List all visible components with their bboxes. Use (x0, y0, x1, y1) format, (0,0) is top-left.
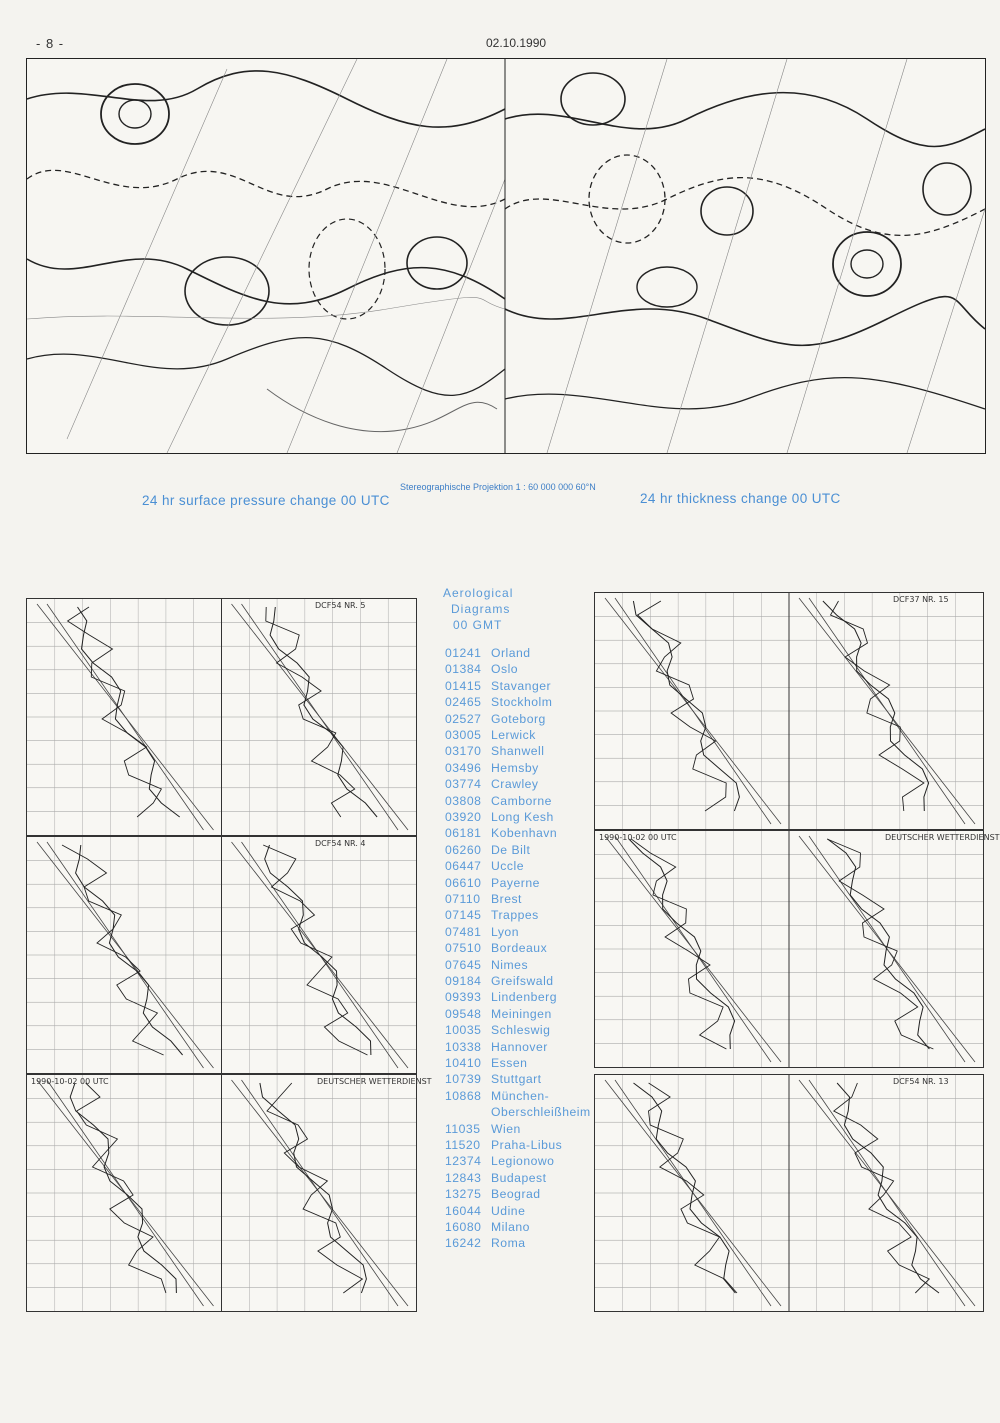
projection-caption: Stereographische Projektion 1 : 60 000 000 60°N (400, 482, 596, 492)
station-name: Stavanger (491, 678, 552, 693)
station-name: Oberschleißheim (491, 1105, 591, 1120)
left-map-title: 24 hr surface pressure change 00 UTC (142, 493, 390, 508)
station-item (445, 908, 539, 922)
station-name: Payerne (491, 875, 540, 890)
station-code: 13275 (445, 1187, 482, 1202)
station-name: Stuttgart (491, 1072, 542, 1087)
diagram-header: DCF54 NR. 4 (315, 839, 366, 848)
station-name: Camborne (491, 793, 552, 808)
station-code: 07510 (445, 941, 482, 956)
station-code: 10868 (445, 1088, 482, 1103)
station-name: Nimes (491, 957, 529, 972)
station-item (445, 1056, 527, 1070)
station-name: Goteborg (491, 711, 546, 726)
station-name: Stockholm (491, 695, 553, 710)
right-map-title: 24 hr thickness change 00 UTC (640, 491, 841, 506)
page-date: 02.10.1990 (486, 36, 547, 50)
station-name: Legionowo (491, 1154, 555, 1169)
station-name: Praha-Libus (491, 1138, 563, 1152)
station-item (445, 1154, 554, 1168)
station-item (445, 958, 528, 972)
station-item (445, 1236, 526, 1250)
station-code: 07145 (445, 908, 482, 923)
station-name: Lindenberg (491, 990, 557, 1005)
aerological-diagram-right-2 (594, 830, 1000, 1068)
station-name: Hannover (491, 1039, 548, 1054)
station-item (445, 810, 554, 824)
station-code: 02527 (445, 711, 482, 726)
station-code: 11035 (445, 1121, 481, 1136)
station-code: 07481 (445, 924, 482, 939)
station-code: 10410 (445, 1056, 482, 1070)
station-item (445, 859, 524, 873)
station-name: Meiningen (491, 1006, 552, 1021)
station-item (445, 794, 552, 808)
station-item (445, 646, 531, 660)
station-code: 07645 (445, 957, 482, 972)
station-name: Long Kesh (491, 810, 554, 824)
station-code: 12374 (445, 1154, 482, 1169)
station-item (445, 925, 519, 939)
station-item (445, 1040, 548, 1054)
station-item (445, 974, 554, 988)
diagram-header: DCF54 NR. 13 (893, 1077, 949, 1086)
station-item (445, 1023, 550, 1037)
station-name: Crawley (491, 777, 539, 792)
station-item (445, 1072, 542, 1086)
station-list-subtitle: Diagrams (451, 602, 511, 616)
aerological-diagram-right-1 (594, 592, 984, 830)
station-name: Budapest (491, 1170, 547, 1185)
station-name: Lerwick (491, 728, 536, 742)
diagram-header: DCF54 NR. 5 (315, 601, 366, 610)
station-name: Essen (491, 1056, 528, 1070)
station-code: 01415 (445, 678, 482, 693)
station-item (445, 761, 539, 775)
station-item (445, 941, 547, 955)
station-item (445, 777, 539, 791)
diagram-footer: DEUTSCHER WETTERDIENST (885, 833, 1000, 842)
aerological-diagram-left-3 (26, 1074, 432, 1312)
station-code: 12843 (445, 1170, 482, 1185)
station-name: Uccle (491, 859, 524, 874)
station-code: 06181 (445, 826, 482, 841)
page-number: - 8 - (36, 36, 65, 51)
station-item (445, 662, 518, 676)
station-item (445, 1187, 541, 1201)
station-code: 01241 (445, 646, 482, 660)
station-item (445, 1138, 562, 1152)
station-name: Oslo (491, 662, 519, 677)
station-code: 01384 (445, 662, 482, 677)
station-code: 06447 (445, 859, 482, 874)
station-item (445, 892, 522, 906)
station-code: 03920 (445, 810, 482, 824)
station-code: 02465 (445, 695, 482, 710)
station-code: 11520 (445, 1138, 481, 1152)
station-code: 09393 (445, 990, 482, 1005)
station-code: 16044 (445, 1203, 482, 1218)
station-code: 10739 (445, 1072, 482, 1087)
aerological-diagram-right-3 (594, 1074, 984, 1312)
station-item (445, 728, 536, 742)
station-code: 06260 (445, 842, 482, 857)
station-code: 03496 (445, 760, 482, 775)
station-name: Lyon (491, 924, 519, 939)
diagram-header: 1990-10-02 00 UTC (599, 833, 677, 842)
station-item (445, 1089, 549, 1103)
station-code: 03808 (445, 793, 482, 808)
station-item (445, 1171, 547, 1185)
station-item (445, 990, 557, 1004)
station-item (445, 695, 552, 709)
station-name: Trappes (491, 908, 539, 923)
station-item (445, 1220, 530, 1234)
weather-map-panel (26, 58, 986, 454)
station-name: Brest (491, 892, 522, 906)
station-item (445, 843, 530, 857)
station-code: 09184 (445, 974, 482, 988)
station-name: Wien (491, 1121, 521, 1136)
station-item (445, 712, 546, 726)
station-item (445, 744, 544, 758)
station-name: Kobenhavn (491, 826, 558, 841)
station-list-time: 00 GMT (453, 618, 503, 632)
station-item (445, 1204, 525, 1218)
station-code: 16242 (445, 1236, 482, 1251)
station-item (445, 826, 557, 840)
station-name: Hemsby (491, 760, 539, 775)
station-item (445, 1122, 521, 1136)
station-name: Roma (491, 1236, 526, 1251)
station-code: 16080 (445, 1220, 482, 1234)
station-name: Beograd (491, 1187, 541, 1202)
diagram-footer: DEUTSCHER WETTERDIENST (317, 1077, 432, 1086)
station-item (445, 1105, 591, 1119)
station-code: 03005 (445, 728, 482, 742)
station-name: Udine (491, 1203, 526, 1218)
diagram-header: 1990-10-02 00 UTC (31, 1077, 109, 1086)
aerological-diagram-left-2 (26, 836, 417, 1074)
station-item (445, 1007, 552, 1021)
station-code: 09548 (445, 1006, 482, 1021)
station-name: Bordeaux (491, 941, 548, 956)
aerological-diagram-left-1 (26, 598, 417, 836)
station-item (445, 679, 551, 693)
station-code: 06610 (445, 875, 482, 890)
station-name: München- (491, 1088, 550, 1103)
station-code: 10338 (445, 1039, 482, 1054)
station-list-title: Aerological (443, 586, 514, 600)
station-code: 07110 (445, 892, 481, 906)
station-code: 03774 (445, 777, 482, 792)
right-map-thickness-change (505, 59, 985, 453)
station-name: Greifswald (491, 974, 554, 988)
left-map-surface-pressure-change (27, 59, 505, 453)
station-name: De Bilt (491, 842, 531, 857)
station-code: 10035 (445, 1023, 482, 1038)
station-name: Shanwell (491, 744, 545, 759)
diagram-header: DCF37 NR. 15 (893, 595, 949, 604)
station-name: Milano (491, 1220, 530, 1234)
station-item (445, 876, 540, 890)
station-name: Schleswig (491, 1023, 551, 1038)
station-name: Orland (491, 646, 531, 660)
station-code: 03170 (445, 744, 482, 759)
